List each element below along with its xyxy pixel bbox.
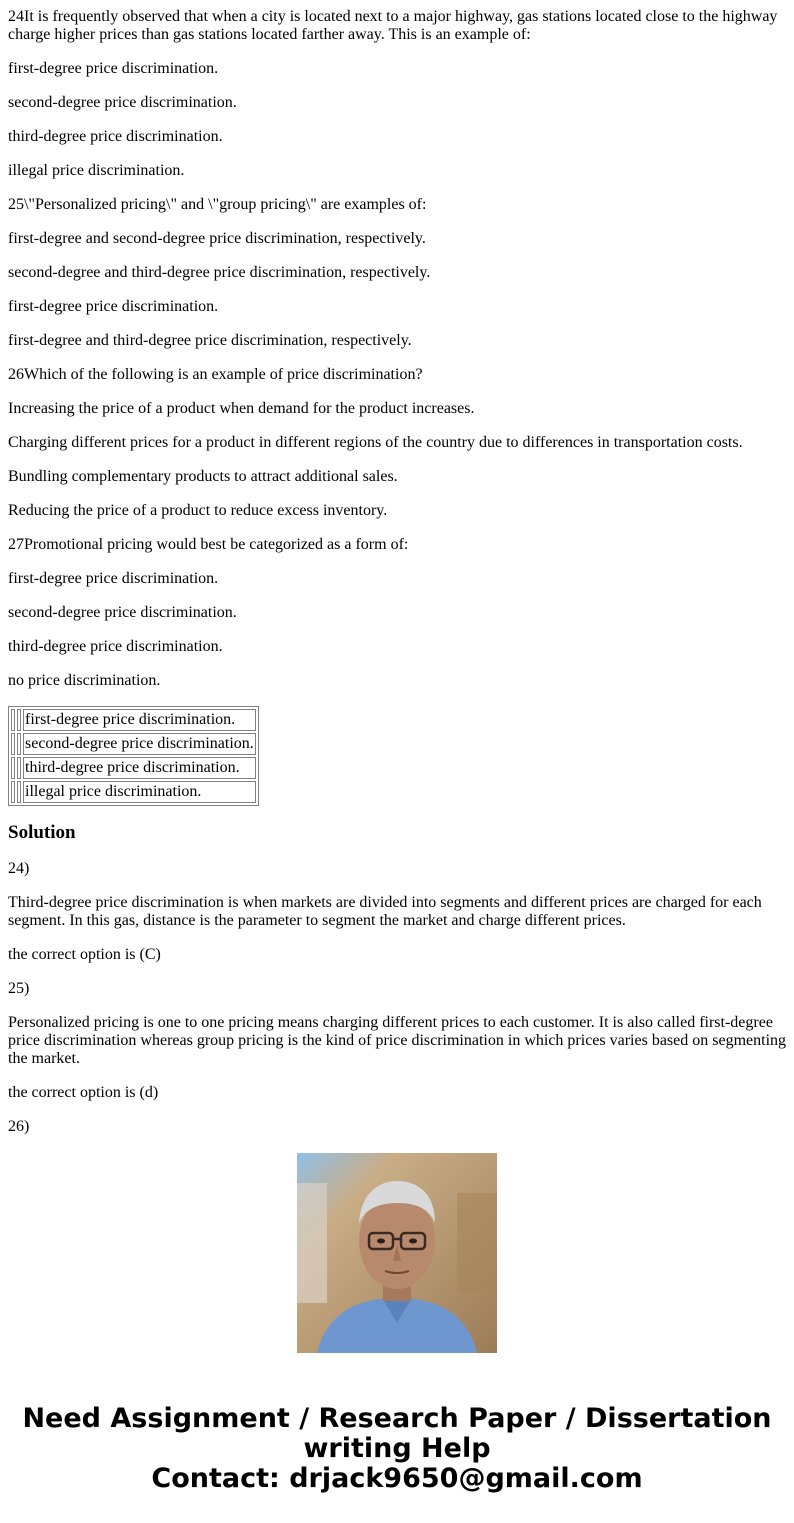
question-26-option-c: Bundling complementary products to attract additional sales. [8, 468, 398, 485]
options-table [8, 706, 259, 806]
question-25-option-a: first-degree and second-degree price discrimination, respectively. [8, 230, 426, 247]
empty-cell [17, 709, 21, 731]
question-27-prompt: 27Promotional pricing would best be categorized as a form of: [8, 536, 409, 553]
question-26-option-d: Reducing the price of a product to reduce excess inventory. [8, 502, 388, 519]
question-27-option-a: first-degree price discrimination. [8, 570, 219, 587]
document-body [8, 8, 788, 1135]
question-24-prompt: 24It is frequently observed that when a city is located next to a major highway, gas stations located close to the highway charge higher prices than gas stations located farther away. This is an example of: [8, 8, 778, 43]
table-row [11, 709, 256, 731]
solution-label-24: 24) [8, 860, 30, 877]
empty-cell [11, 757, 15, 779]
solution-heading: Solution [8, 822, 76, 843]
empty-cell [11, 781, 15, 803]
promo-banner [0, 1404, 794, 1494]
question-24-option-a: first-degree price discrimination. [8, 60, 219, 77]
solution-explanation-25: Personalized pricing is one to one pricing means charging different prices to each customer. It is also called first-degree price discrimination whereas group pricing is the kind of price discrimination in which prices varies based on segmenting the market. [8, 1014, 787, 1067]
table-cell: second-degree price discrimination. [23, 733, 256, 755]
question-24-option-b: second-degree price discrimination. [8, 94, 237, 111]
solution-answer-25: the correct option is (d) [8, 1084, 159, 1101]
empty-cell [17, 781, 21, 803]
question-25-option-d: first-degree and third-degree price discrimination, respectively. [8, 332, 412, 349]
empty-cell [11, 709, 15, 731]
empty-cell [17, 757, 21, 779]
table-row [11, 757, 256, 779]
question-26-option-b: Charging different prices for a product in different regions of the country due to differences in transportation costs. [8, 434, 743, 451]
question-26-option-a: Increasing the price of a product when demand for the product increases. [8, 400, 475, 417]
promo-line-2: writing Help [303, 1433, 491, 1464]
empty-cell [17, 733, 21, 755]
avatar [297, 1153, 497, 1353]
solution-label-26: 26) [8, 1118, 30, 1135]
avatar-portrait [297, 1153, 497, 1353]
solution-answer-24: the correct option is (C) [8, 946, 161, 963]
question-24-option-c: third-degree price discrimination. [8, 128, 223, 145]
table-cell: third-degree price discrimination. [23, 757, 256, 779]
solution-explanation-24: Third-degree price discrimination is when markets are divided into segments and different prices are charged for each segment. In this gas, distance is the parameter to segment the market and charge different prices. [8, 894, 762, 929]
table-cell: first-degree price discrimination. [23, 709, 256, 731]
question-25-prompt: 25\"Personalized pricing\" and \"group pricing\" are examples of: [8, 196, 427, 213]
promo-line-1: Need Assignment / Research Paper / Dissertation [22, 1403, 772, 1434]
question-25-option-c: first-degree price discrimination. [8, 298, 219, 315]
table-row [11, 733, 256, 755]
empty-cell [11, 733, 15, 755]
solution-label-25: 25) [8, 980, 30, 997]
question-26-prompt: 26Which of the following is an example of price discrimination? [8, 366, 423, 383]
question-27-option-d: no price discrimination. [8, 672, 161, 689]
question-27-option-c: third-degree price discrimination. [8, 638, 223, 655]
question-27-option-b: second-degree price discrimination. [8, 604, 237, 621]
table-cell: illegal price discrimination. [23, 781, 256, 803]
promo-contact: Contact: drjack9650@gmail.com [151, 1463, 643, 1494]
question-24-option-d: illegal price discrimination. [8, 162, 185, 179]
table-row [11, 781, 256, 803]
question-25-option-b: second-degree and third-degree price discrimination, respectively. [8, 264, 431, 281]
